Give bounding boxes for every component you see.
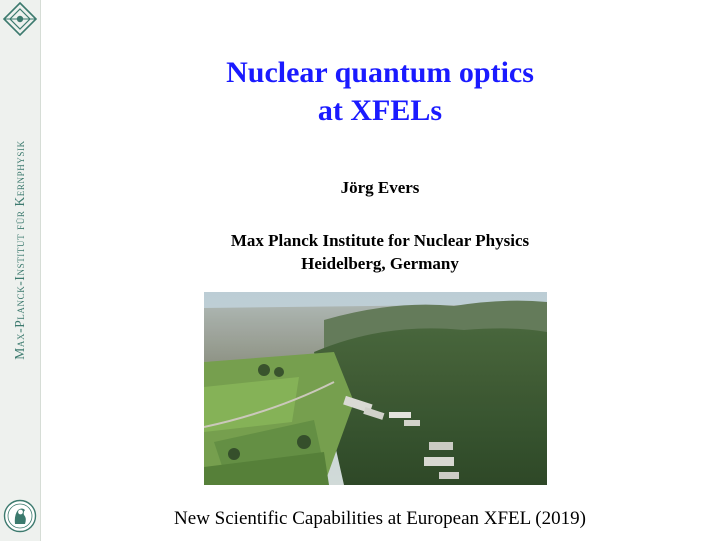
affiliation-location: Heidelberg, Germany	[301, 254, 459, 273]
minerva-seal-icon	[3, 499, 37, 533]
affiliation-institute: Max Planck Institute for Nuclear Physics	[230, 231, 530, 250]
affiliation	[40, 229, 720, 275]
aerial-photo-illustration	[204, 292, 547, 485]
title-line-2: at XFELs	[317, 94, 443, 127]
conference-footer: New Scientific Capabilities at European XFEL (2019)	[174, 508, 586, 529]
slide-title	[40, 54, 720, 130]
aerial-campus-photo	[204, 292, 547, 485]
title-line-1: Nuclear quantum optics	[226, 56, 534, 89]
institute-name: Max-Planck-Institut für Kernphysik	[12, 140, 27, 360]
institute-sidebar	[0, 0, 41, 541]
mpi-diamond-logo-icon	[3, 2, 37, 36]
author-name: Jörg Evers	[340, 178, 420, 197]
